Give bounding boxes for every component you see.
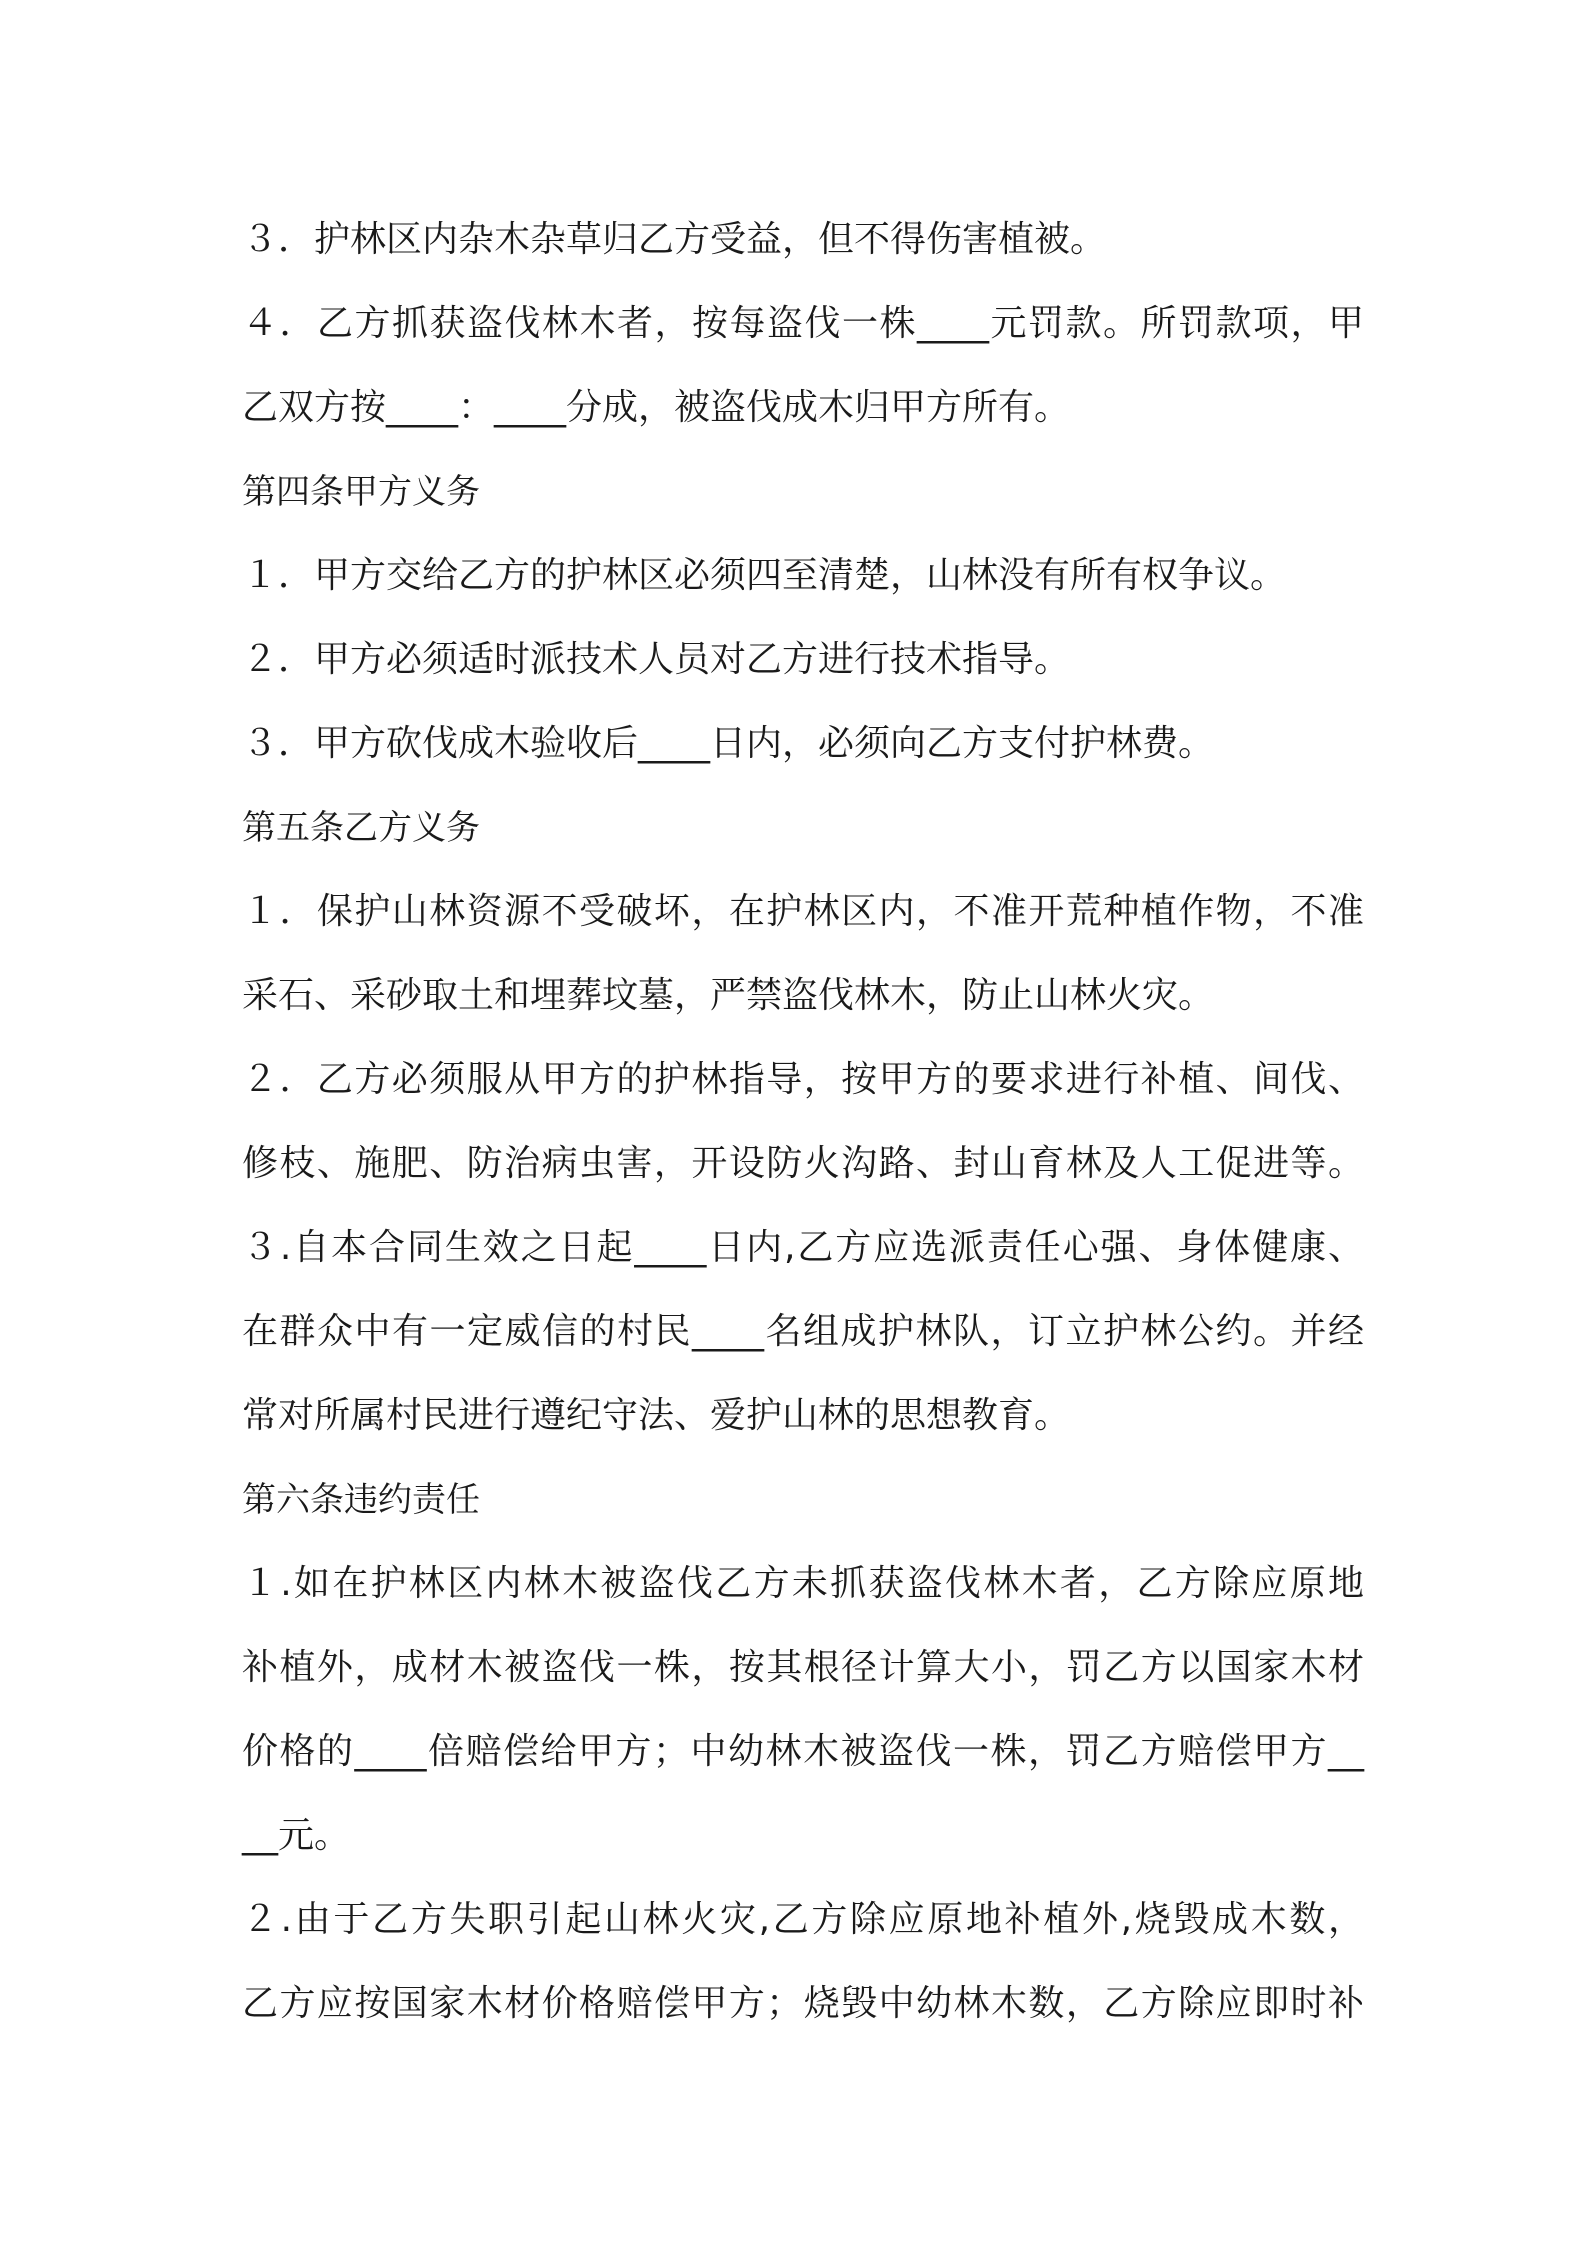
clause-5-2-line-1: ２．乙方必须服从甲方的护林指导，按甲方的要求进行补植、间伐、 (242, 1059, 1364, 1100)
clause-3-4-line-1: ４．乙方抓获盗伐林木者，按每盗伐一株____元罚款。所罚款项，甲 (242, 303, 1364, 344)
clause-5-2-line-2: 修枝、施肥、防治病虫害，开设防火沟路、封山育林及人工促进等。 (242, 1143, 1364, 1184)
clause-4-3: ３．甲方砍伐成木验收后____日内，必须向乙方支付护林费。 (242, 723, 1215, 764)
clause-4-1: １．甲方交给乙方的护林区必须四至清楚，山林没有所有权争议。 (242, 555, 1287, 596)
clause-6-2-line-1: ２.由于乙方失职引起山林火灾,乙方除应原地补植外,烧毁成木数， (242, 1899, 1364, 1940)
clause-3-4-line-2: 乙双方按____：____分成，被盗伐成木归甲方所有。 (242, 387, 1071, 428)
clause-4-2: ２．甲方必须适时派技术人员对乙方进行技术指导。 (242, 639, 1071, 680)
article-6-heading: 第六条违约责任 (242, 1480, 480, 1520)
clause-6-1-line-3: 价格的____倍赔偿给甲方；中幼林木被盗伐一株，罚乙方赔偿甲方__ (242, 1731, 1364, 1772)
article-5-heading: 第五条乙方义务 (242, 808, 480, 848)
clause-6-1-line-4: __元。 (242, 1815, 351, 1856)
clause-5-3-line-3: 常对所属村民进行遵纪守法、爱护山林的思想教育。 (242, 1395, 1071, 1436)
clause-6-2-line-2: 乙方应按国家木材价格赔偿甲方；烧毁中幼林木数，乙方除应即时补 (242, 1983, 1364, 2024)
clause-5-3-line-1: ３.自本合同生效之日起____日内,乙方应选派责任心强、身体健康、 (242, 1227, 1364, 1268)
clause-3-2-3: ３．护林区内杂木杂草归乙方受益，但不得伤害植被。 (242, 219, 1107, 260)
document-body (242, 198, 1364, 2046)
clause-5-1-line-1: １．保护山林资源不受破坏，在护林区内，不准开荒种植作物，不准 (242, 891, 1364, 932)
clause-6-1-line-1: １.如在护林区内林木被盗伐乙方未抓获盗伐林木者，乙方除应原地 (242, 1563, 1364, 1604)
article-4-heading: 第四条甲方义务 (242, 472, 480, 512)
clause-6-1-line-2: 补植外，成材木被盗伐一株，按其根径计算大小，罚乙方以国家木材 (242, 1647, 1364, 1688)
clause-5-1-line-2: 采石、采砂取土和埋葬坟墓，严禁盗伐林木，防止山林火灾。 (242, 975, 1215, 1016)
clause-5-3-line-2: 在群众中有一定威信的村民____名组成护林队，订立护林公约。并经 (242, 1311, 1364, 1352)
